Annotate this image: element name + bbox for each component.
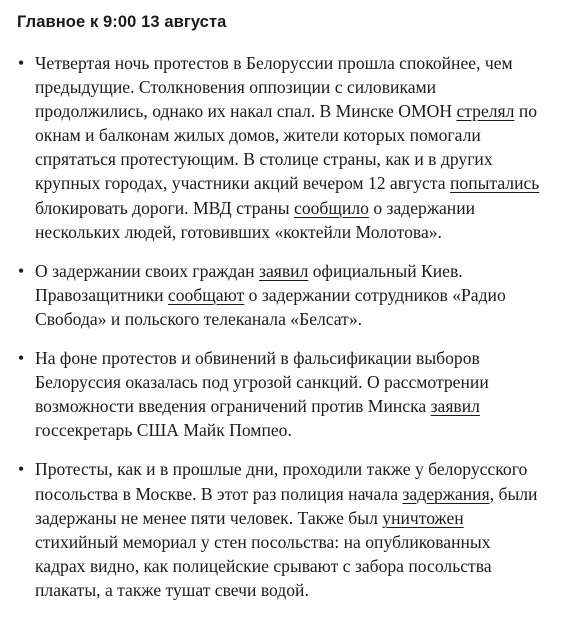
paragraph-text: госсекретарь США Майк Помпео. xyxy=(35,420,292,441)
paragraph-text: О задержании своих граждан xyxy=(35,260,259,281)
inline-link[interactable]: сообщают xyxy=(167,284,245,305)
news-list xyxy=(17,51,543,602)
list-item xyxy=(17,51,543,244)
page-title: Главное к 9:00 13 августа xyxy=(17,13,227,31)
paragraph-text: Протесты, как и в прошлые дни, проходили также у белорусского посольства в Москве. В этот раз полиция начала xyxy=(35,459,528,504)
bullet-icon: • xyxy=(18,348,25,369)
paragraph-text: стихийный мемориал у стен посольства: на опубликованных кадрах видно, как полицейские срывают с забора посольства плакаты, а также тушат свечи водой. xyxy=(35,531,492,600)
paragraph-text: официальный Киев. Правозащитники xyxy=(35,260,463,305)
list-item xyxy=(17,259,543,331)
list-item xyxy=(17,457,543,602)
paragraph-text: , были задержаны не менее пяти человек. Также был xyxy=(35,483,538,528)
inline-link[interactable]: заявил xyxy=(430,396,480,417)
paragraph-text: о задержании нескольких людей, готовивших «коктейли Молотова». xyxy=(35,197,476,242)
inline-link[interactable]: задержания xyxy=(402,483,490,504)
inline-link[interactable]: сообщило xyxy=(294,197,369,218)
paragraph-text: На фоне протестов и обвинений в фальсификации выборов Белоруссия оказалась под угрозой санкций. О рассмотрении возможности введения ограничений против Минска xyxy=(35,348,489,417)
inline-link[interactable]: заявил xyxy=(259,260,309,281)
bullet-icon: • xyxy=(18,459,25,480)
paragraph-text: блокировать дороги. МВД страны xyxy=(35,197,295,218)
paragraph-text: по окнам и балконам жилых домов, жители которых помогали спрятаться протестующим. В столице страны, как и в других крупных городах, участники акций вечером 12 августа xyxy=(35,101,538,194)
list-item xyxy=(17,346,543,442)
inline-link[interactable]: попытались xyxy=(449,173,540,194)
paragraph-text: Четвертая ночь протестов в Белоруссии прошла спокойнее, чем предыдущие. Столкновения оппозиции с силовиками продолжились, однако их накал спал. В Минске ОМОН xyxy=(35,53,513,122)
inline-link[interactable]: уничтожен xyxy=(382,507,464,528)
inline-link[interactable]: стрелял xyxy=(456,101,515,122)
paragraph-text: о задержании сотрудников «Радио Свобода» и польского телеканала «Белсат». xyxy=(35,284,506,329)
bullet-icon: • xyxy=(18,260,25,281)
bullet-icon: • xyxy=(18,53,25,73)
